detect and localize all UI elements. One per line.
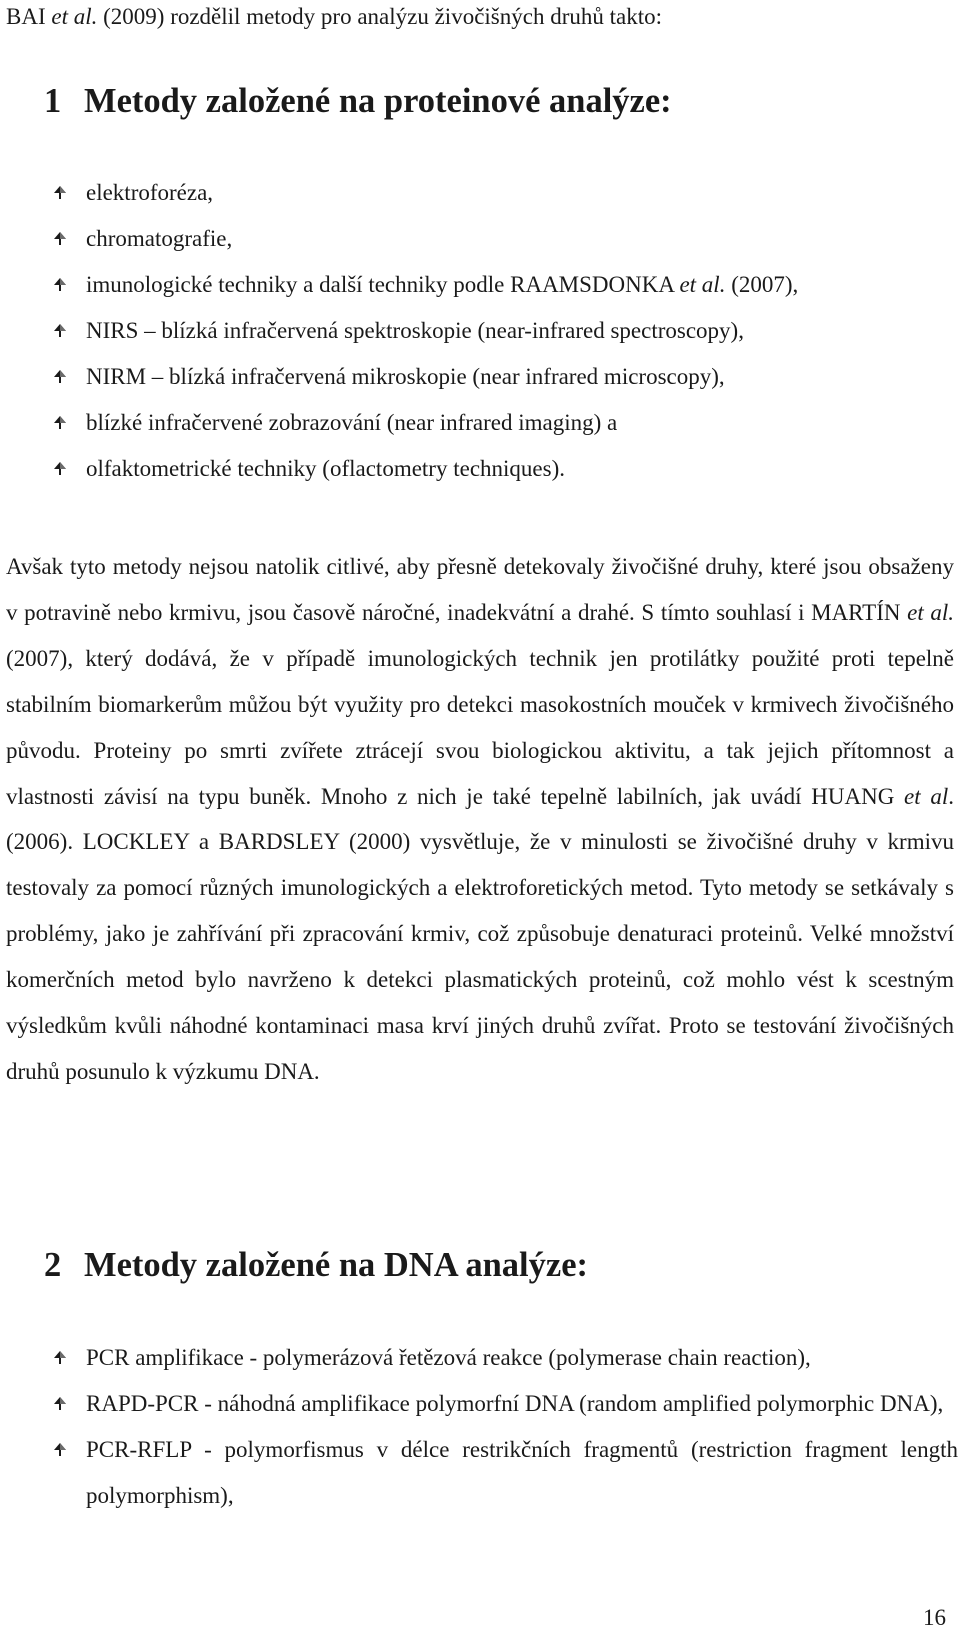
- pushpin-bullet-icon: [52, 230, 68, 246]
- section-2-title: Metody založené na DNA analýze:: [84, 1246, 588, 1284]
- list-item: [52, 1427, 958, 1519]
- paragraph-etal-1: et al.: [907, 599, 954, 625]
- pushpin-bullet-icon: [52, 1395, 68, 1411]
- section-1-heading: [44, 82, 924, 120]
- intro-etal: et al.: [51, 4, 98, 29]
- list-item: [52, 446, 958, 492]
- list-item: [52, 1381, 958, 1427]
- list-item-text: imunologické techniky a další techniky podle RAAMSDONKA: [86, 272, 680, 297]
- list-item: [52, 170, 958, 216]
- list-item-text: NIRS – blízká infračervená spektroskopie (near-infrared spectroscopy),: [86, 318, 744, 343]
- list-item: [52, 1335, 958, 1381]
- list-item-text: NIRM – blízká infračervená mikroskopie (near infrared microscopy),: [86, 364, 725, 389]
- list-item: [52, 400, 958, 446]
- list-item: [52, 216, 958, 262]
- page-number: 16: [923, 1605, 946, 1630]
- intro-rest: (2009) rozdělil metody pro analýzu živočišných druhů takto:: [97, 4, 662, 29]
- list-item: [52, 308, 958, 354]
- pushpin-bullet-icon: [52, 184, 68, 200]
- paragraph-part-1: Avšak tyto metody nejsou natolik citlivé, aby přesně detekovaly živočišné druhy, které jsou obsaženy v potravině nebo krmivu, jsou časově náročné, inadekvátní a drahé. S tímto souhlasí i MARTÍN: [6, 554, 954, 625]
- paragraph-part-3: . (2006). LOCKLEY a BARDSLEY (2000) vysvětluje, že v minulosti se živočišné druhy v krmivu testovaly za pomocí různých imunologických a elektroforetických metod. Tyto metody se setkávaly s problémy, jako je zahřívání při zpracování krmiv, což způsobuje denaturaci proteinů. Velké množství komerčních metod bylo navrženo k detekci plasmatických proteinů, což mohlo vést k scestným výsledkům kvůli náhodné kontaminaci masa krví jiných druhů zvířat. Proto se testování živočišných druhů posunulo k výzkumu DNA.: [6, 783, 954, 1084]
- intro-author: BAI: [6, 4, 46, 29]
- list-item-text: chromatografie,: [86, 226, 233, 251]
- list-item-etal: et al.: [679, 272, 726, 297]
- list-item-text: elektroforéza,: [86, 180, 214, 205]
- paragraph-part-2: (2007), který dodává, že v případě imunologických technik jen protilátky použité proti tepelně stabilním biomarkerům můžou být využity pro detekci masokostních mouček v krmivech živočišného původu. Proteiny po smrti zvířete ztrácejí svou biologickou aktivitu, a tak jejich přítomnost a vlastnosti závisí na typu buněk. Mnoho z nich je také tepelně labilních, jak uvádí HUANG: [6, 645, 954, 809]
- list-item-text: blízké infračervené zobrazování (near infrared imaging) a: [86, 410, 618, 435]
- list-item: [52, 354, 958, 400]
- pushpin-bullet-icon: [52, 322, 68, 338]
- dna-methods-list: [52, 1335, 958, 1519]
- list-item-tail: (2007),: [725, 272, 799, 297]
- paragraph-etal-2: et al: [904, 783, 949, 809]
- pushpin-bullet-icon: [52, 414, 68, 430]
- intro-sentence: [6, 2, 946, 32]
- section-2-number: 2: [44, 1246, 62, 1284]
- section-1-title: Metody založené na proteinové analýze:: [84, 82, 672, 120]
- section-1-number: 1: [44, 82, 62, 120]
- list-item-text: olfaktometrické techniky (oflactometry techniques).: [86, 456, 565, 481]
- pushpin-bullet-icon: [52, 276, 68, 292]
- section-2-heading: [44, 1246, 924, 1284]
- pushpin-bullet-icon: [52, 1441, 68, 1457]
- pushpin-bullet-icon: [52, 460, 68, 476]
- list-item-text: PCR amplifikace - polymerázová řetězová reakce (polymerase chain reaction),: [86, 1345, 811, 1370]
- pushpin-bullet-icon: [52, 368, 68, 384]
- list-item-text: PCR-RFLP - polymorfismus v délce restrikčních fragmentů (restriction fragment length polymorphism),: [86, 1437, 958, 1508]
- pushpin-bullet-icon: [52, 1349, 68, 1365]
- list-item: [52, 262, 958, 308]
- list-item-text: RAPD-PCR - náhodná amplifikace polymorfní DNA (random amplified polymorphic DNA),: [86, 1391, 944, 1416]
- body-paragraph: [6, 544, 954, 1095]
- protein-methods-list: [52, 170, 958, 492]
